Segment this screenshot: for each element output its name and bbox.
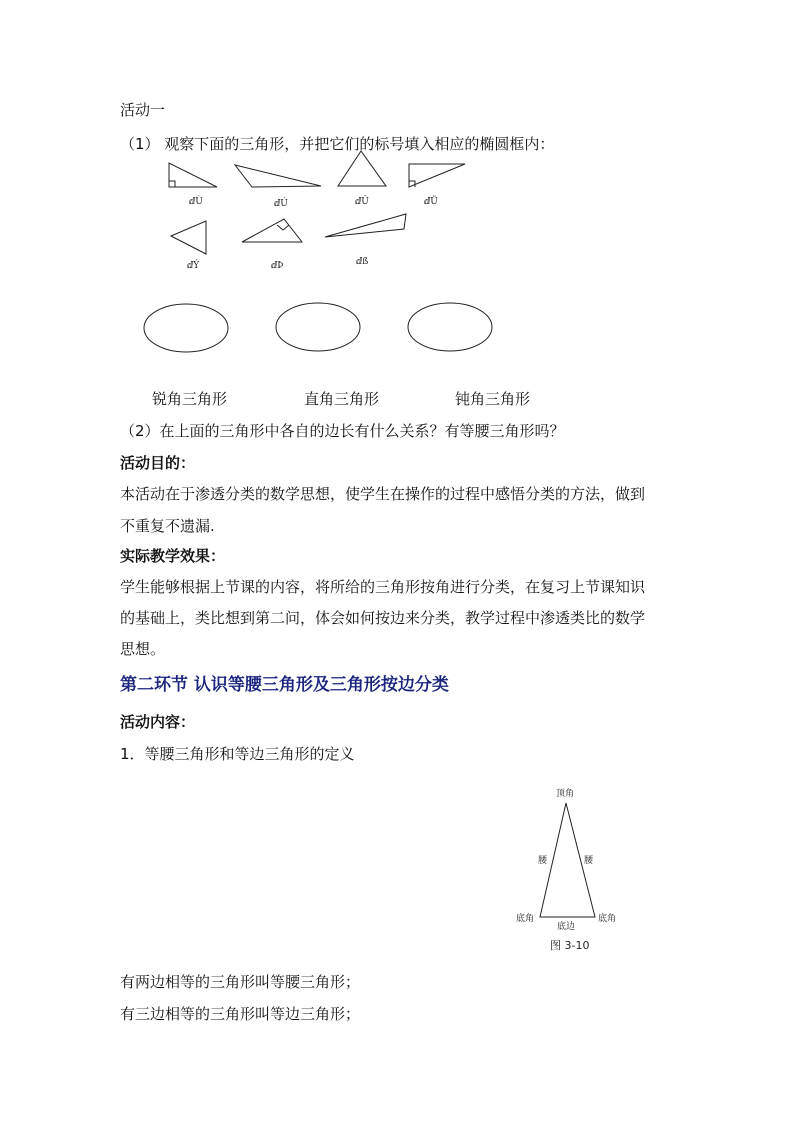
triangle-label-6: ⅆÞ [271, 261, 284, 271]
category-right: 直角三角形 [304, 390, 380, 408]
label-leg-right: 腰 [584, 856, 594, 866]
question-2: （2）在上面的三角形中各自的边长有什么关系？有等腰三角形吗？ [120, 422, 565, 440]
triangle-label-4: ⅆÜ [424, 197, 438, 207]
label-base-angle-left: 底角 [516, 914, 535, 924]
purpose-line-1: 本活动在于渗透分类的数学思想，使学生在操作的过程中感悟分类的方法，做到 [120, 485, 646, 503]
purpose-line-2: 不重复不遗漏. [120, 517, 215, 535]
category-acute: 锐角三角形 [152, 390, 228, 408]
label-leg-left: 腰 [538, 856, 548, 866]
triangle-label-2: ⅆÚ [274, 199, 288, 209]
triangle-label-3: ⅆÛ [355, 197, 369, 207]
definition-equilateral: 有三边相等的三角形叫等边三角形； [120, 1005, 361, 1023]
effect-line-2: 的基础上，类比想到第二问，体会如何按边来分类，教学过程中渗透类比的数学 [120, 609, 646, 627]
section-heading: 第二环节 认识等腰三角形及三角形按边分类 [120, 675, 449, 695]
category-obtuse: 钝角三角形 [455, 390, 531, 408]
effect-title: 实际教学效果： [120, 547, 226, 565]
label-apex: 顶角 [556, 789, 575, 799]
definition-item-1: 1．等腰三角形和等边三角形的定义 [120, 745, 355, 763]
figure-caption: 图 3-10 [550, 939, 590, 952]
effect-line-1: 学生能够根据上节课的内容，将所给的三角形按角进行分类，在复习上节课知识 [120, 578, 646, 596]
activity-title: 活动一 [120, 101, 166, 119]
label-base: 底边 [557, 922, 576, 932]
label-base-angle-right: 底角 [598, 914, 617, 924]
question-1: （1） 观察下面的三角形，并把它们的标号填入相应的椭圆框内： [120, 135, 555, 153]
triangle-label-1: ⅆÙ [189, 197, 203, 207]
triangle-label-7: ⅆß [356, 257, 369, 267]
definition-isosceles: 有两边相等的三角形叫等腰三角形； [120, 973, 361, 991]
effect-line-3: 思想。 [120, 640, 166, 658]
content-title: 活动内容： [120, 713, 196, 731]
purpose-title: 活动目的： [120, 454, 196, 472]
triangle-label-5: ⅆÝ [187, 261, 200, 271]
